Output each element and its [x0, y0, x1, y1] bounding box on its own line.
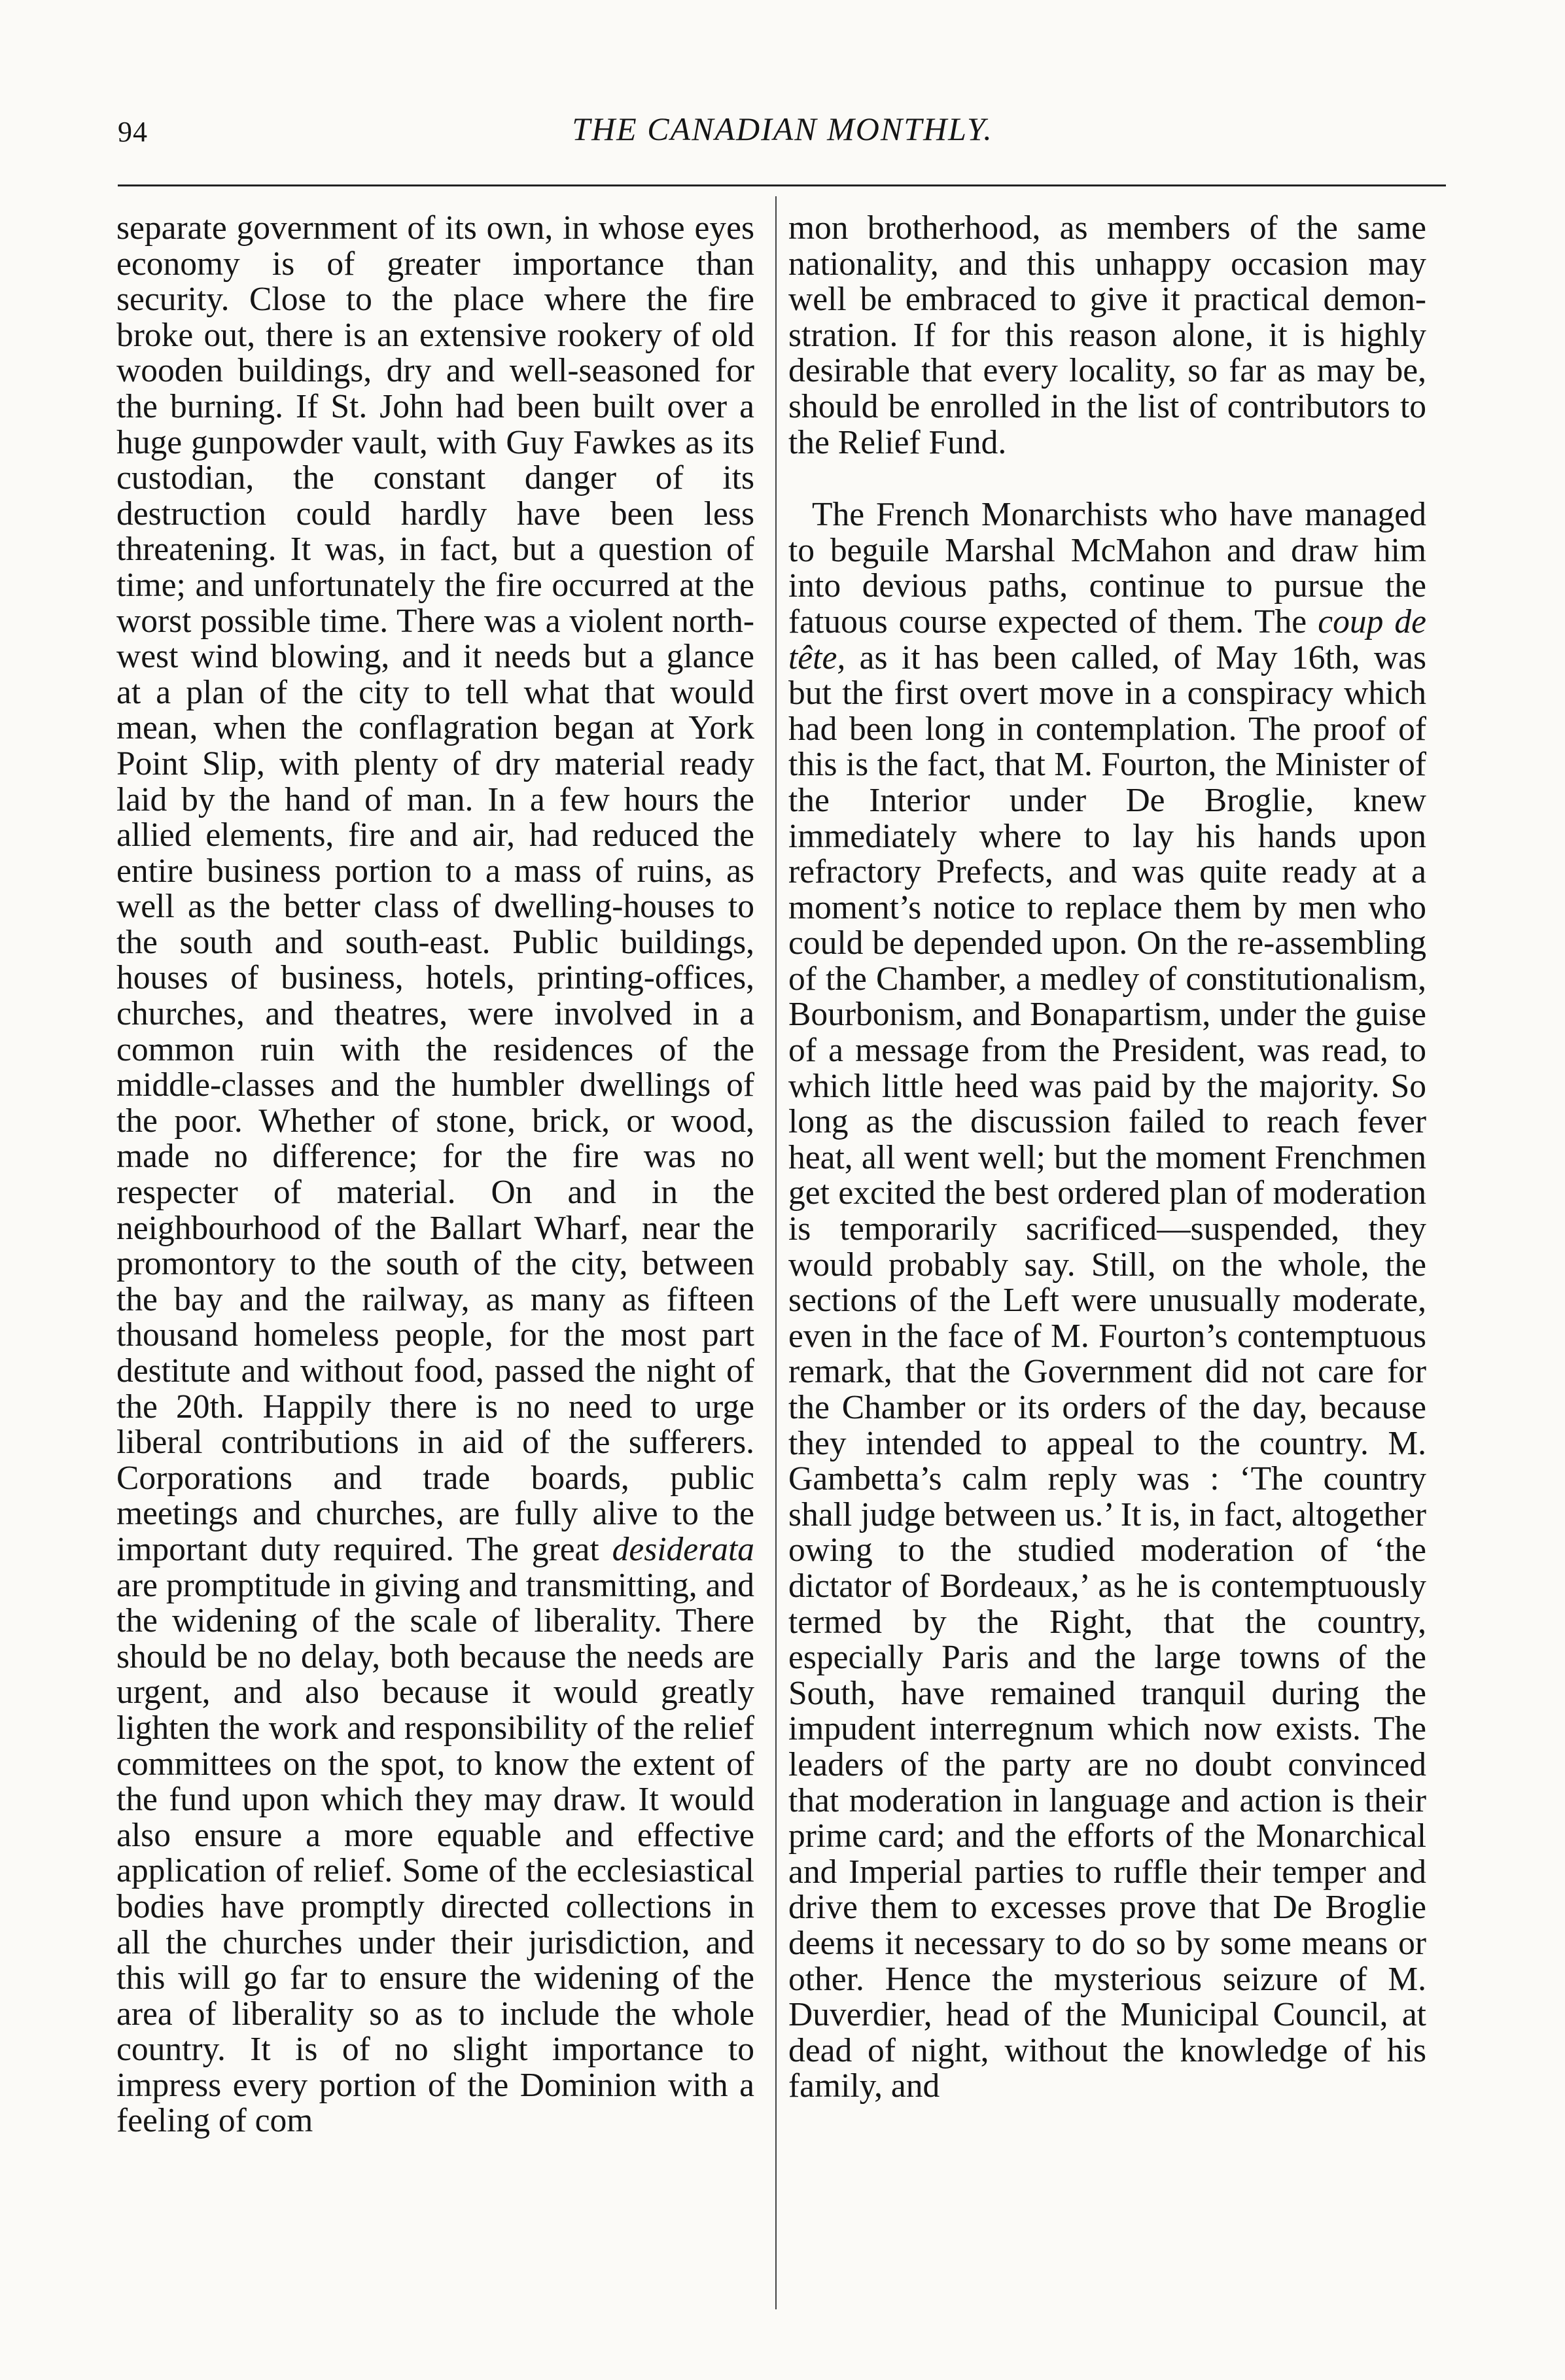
right-paragraph-1: mon brotherhood, as members of the same nationality, and this unhappy occasion may well be embraced to give it practical demonstration. If for this reason alone, it is highly desirable that every locality, so far as may be, should be enrolled in the list of contributors to the Relief Fund. [788, 209, 1426, 461]
left-column [116, 211, 754, 2139]
left-column-text: separate government of its own, in whose eyes economy is of greater importance than security. Close to the place where the fire broke out, there is an extensive rookery of old wooden buildings, dry and well-seasoned for the burning. If St. John had been built over a huge gunpowder vault, with Guy Fawkes as its custodian, the constant danger of its destruction could hardly have been less threatening. It was, in fact, but a question of time; and unfortunately the fire occurred at the worst possible time. There was a violent north-west wind blowing, and it needs but a glance at a plan of the city to tell what that would mean, when the conflagration began at York Point Slip, with plenty of dry material ready laid by the hand of man. In a few hours the allied elements, fire and air, had reduced the entire business portion to a mass of ruins, as well as the better class of dwelling-houses to the south and south-east. Public buildings, houses of business, hotels, printing-offices, churches, and theatres, were involved in a common ruin with the residences of the middle-classes and the humbler dwellings of the poor. Whether of stone, brick, or wood, made no difference; for the fire was no respecter of material. On and in the neighbourhood of the Ballart Wharf, near the promontory to the south of the city, between the bay and the railway, as many as fifteen thousand homeless people, for the most part destitute and without food, passed the night of the 20th. Happily there is no need to urge liberal contributions in aid of the sufferers. Corporations and trade boards, public meetings and churches, are fully alive to the important duty required. The great [116, 209, 754, 1568]
running-title: THE CANADIAN MONTHLY. [572, 111, 993, 147]
right-column [788, 211, 1426, 2105]
header-rule [118, 184, 1446, 186]
right-paragraph-2-lead: The French Monarchists who have managed to beguile Marshal McMahon and draw him into devious paths, continue to pursue the fatuous course expected of them. The [788, 496, 1426, 640]
right-paragraph-2-body: as it has been called, of May 16th, was but the first overt move in a conspiracy which had been long in contemplation. The proof of this is the fact, that M. Fourton, the Minister of the Interior under De Broglie, knew immediately where to lay his hands upon refractory Prefects, and was quite ready at a moment’s notice to replace them by men who could be depended upon. On the re-assembling of the Chamber, a medley of constitutionalism, Bourbonism, and Bonapartism, under the guise of a message from the President, was read, to which little heed was paid by the majority. So long as the discussion failed to reach fever heat, all went well; but the moment Frenchmen get excited the best ordered plan of moderation is temporarily sacrificed—suspended, they would probably say. Still, on the whole, the sections of the Left were unusually moderate, even in the face of M. Fourton’s contemptuous remark, that the Government did not care for the Chamber or its orders of the day, because they intended to appeal to the country. M. Gambetta’s calm reply was : ‘The country shall judge between us.’ It is, in fact, altogether owing to the studied moderation of ‘the dictator of Bordeaux,’ as he is contemptuously termed by the Right, that the country, especially Paris and the large towns of the South, have remained tranquil during the impudent interregnum which now exists. The leaders of the party are no doubt convinced that moderation in language and action is their prime card; and the efforts of the Monarchical and Imperial parties to ruffle their temper and drive them to excesses prove that De Broglie deems it necessary to do so by some means or other. Hence the mysterious seizure of M. Duverdier, head of the Municipal Council, at dead of night, without the knowledge of his family, and [788, 639, 1426, 2105]
left-column-paragraph [116, 211, 754, 2139]
italic-term: desiderata [612, 1530, 755, 1568]
column-divider [775, 196, 777, 2309]
italic-phrase: coup de tête, [788, 603, 1427, 676]
right-paragraph-2 [788, 497, 1426, 2105]
page-number: 94 [118, 116, 148, 148]
left-column-text-continued: are promptitude in giving and transmitting, and the widening of the scale of liberality. There should be no delay, both because the needs are urgent, and also because it would greatly lighten the work and responsibility of the relief committees on the spot, to know the extent of the fund upon which they may draw. It would also ensure a more equable and effective application of relief. Some of the ecclesiastical bodies have promptly directed collections in all the churches under their jurisdiction, and this will go far to ensure the widening of the area of liberality so as to include the whole country. It is of no slight importance to impress every portion of the Dominion with a feeling of com [116, 1566, 754, 2140]
